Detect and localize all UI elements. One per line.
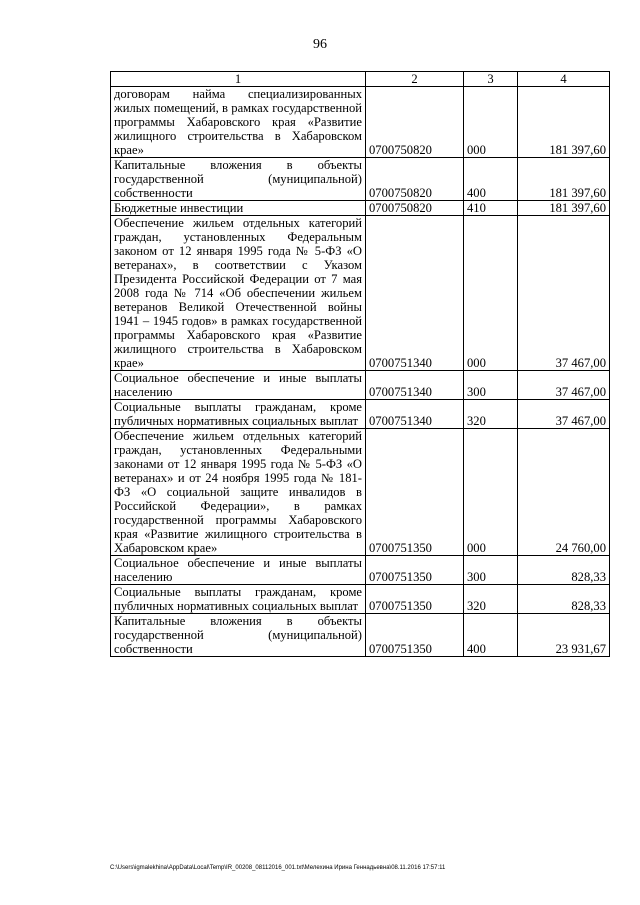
row-type: 000: [464, 429, 518, 556]
column-header-2: 2: [366, 72, 464, 87]
budget-table: [110, 71, 610, 657]
row-type: 410: [464, 201, 518, 216]
row-type: 000: [464, 87, 518, 158]
row-code: 0700751350: [366, 614, 464, 657]
row-type: 400: [464, 158, 518, 201]
table-row: [111, 400, 610, 429]
table-row: [111, 201, 610, 216]
row-type: 300: [464, 371, 518, 400]
column-header-4: 4: [518, 72, 610, 87]
row-description: договорам найма специализированных жилых помещений, в рамках государственной программы Хабаровского края «Развитие жилищного строительства в Хабаровском крае»: [111, 87, 366, 158]
table-row: [111, 556, 610, 585]
column-header-3: 3: [464, 72, 518, 87]
row-amount: 37 467,00: [518, 400, 610, 429]
table-header-row: [111, 72, 610, 87]
row-code: 0700750820: [366, 87, 464, 158]
row-code: 0700751350: [366, 429, 464, 556]
page-number: 96: [313, 37, 327, 52]
file-path-footer: C:\Users\igmalekhina\AppData\Local\Temp\IR_00208_08112016_001.txt\Мелехина Ирина Геннадьевна\08.11.2016 17:57:11: [110, 865, 446, 871]
row-amount: 23 931,67: [518, 614, 610, 657]
row-code: 0700750820: [366, 158, 464, 201]
row-amount: 37 467,00: [518, 371, 610, 400]
row-description: Капитальные вложения в объекты государственной (муниципальной) собственности: [111, 158, 366, 201]
row-type: 300: [464, 556, 518, 585]
table-row: [111, 585, 610, 614]
row-type: 000: [464, 216, 518, 371]
row-description: Капитальные вложения в объекты государственной (муниципальной) собственности: [111, 614, 366, 657]
row-description: Социальные выплаты гражданам, кроме публичных нормативных социальных выплат: [111, 585, 366, 614]
row-code: 0700751340: [366, 371, 464, 400]
row-amount: 24 760,00: [518, 429, 610, 556]
row-amount: 37 467,00: [518, 216, 610, 371]
row-code: 0700751350: [366, 556, 464, 585]
row-code: 0700751340: [366, 400, 464, 429]
row-amount: 181 397,60: [518, 201, 610, 216]
row-description: Обеспечение жильем отдельных категорий граждан, установленных Федеральными законами от 12 января 1995 года № 5-ФЗ «О ветеранах» и от 24 ноября 1995 года № 181-ФЗ «О социальной защите инвалидов в Российской Федерации», в рамках государственной программы Хабаровского края «Развитие жилищного строительства в Хабаровском крае»: [111, 429, 366, 556]
row-amount: 828,33: [518, 556, 610, 585]
table-row: [111, 429, 610, 556]
row-description: Бюджетные инвестиции: [111, 201, 366, 216]
row-description: Социальное обеспечение и иные выплаты населению: [111, 556, 366, 585]
table-row: [111, 614, 610, 657]
row-description: Социальные выплаты гражданам, кроме публичных нормативных социальных выплат: [111, 400, 366, 429]
table-row: [111, 216, 610, 371]
row-type: 320: [464, 400, 518, 429]
table-row: [111, 87, 610, 158]
row-amount: 828,33: [518, 585, 610, 614]
table-row: [111, 158, 610, 201]
row-description: Обеспечение жильем отдельных категорий граждан, установленных Федеральным законом от 12 января 1995 года № 5-ФЗ «О ветеранах», в соответствии с Указом Президента Российской Федерации от 7 мая 2008 года № 714 «Об обеспечении жильем ветеранов Великой Отечественной войны 1941 – 1945 годов» в рамках государственной программы Хабаровского края «Развитие жилищного строительства в Хабаровском крае»: [111, 216, 366, 371]
column-header-1: 1: [111, 72, 366, 87]
row-type: 400: [464, 614, 518, 657]
row-code: 0700750820: [366, 201, 464, 216]
row-amount: 181 397,60: [518, 87, 610, 158]
row-code: 0700751340: [366, 216, 464, 371]
row-description: Социальное обеспечение и иные выплаты населению: [111, 371, 366, 400]
row-amount: 181 397,60: [518, 158, 610, 201]
table-row: [111, 371, 610, 400]
row-code: 0700751350: [366, 585, 464, 614]
row-type: 320: [464, 585, 518, 614]
